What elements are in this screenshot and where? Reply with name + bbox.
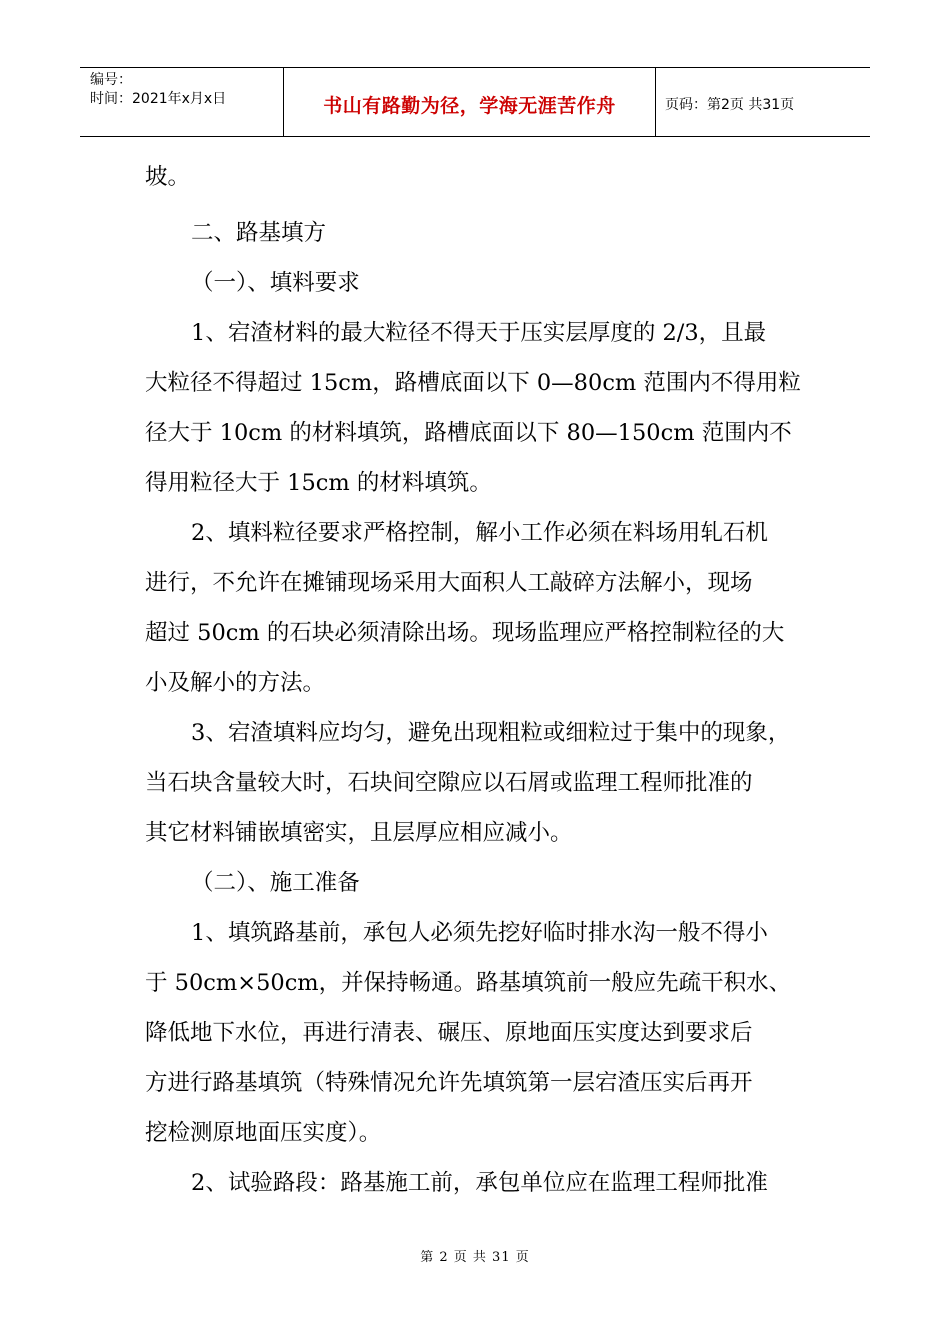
body-line: 当石块含量较大时，石块间空隙应以石屑或监理工程师批准的	[145, 770, 753, 796]
page-footer: 第 2 页 共 31 页	[420, 1250, 530, 1265]
serial-label: 编号：	[90, 72, 132, 88]
body-line: 大粒径不得超过 15cm，路槽底面以下 0—80cm 范围内不得用粒	[145, 370, 801, 396]
body-line: 2、填料粒径要求严格控制，解小工作必须在料场用轧石机	[191, 520, 768, 546]
section-heading: 二、路基填方	[191, 220, 327, 246]
body-line: 坡。	[145, 164, 191, 190]
subsection-heading: （二）、施工准备	[191, 870, 360, 896]
header-motto-cell	[283, 68, 656, 136]
body-line: 进行，不允许在摊铺现场采用大面积人工敲碎方法解小，现场	[145, 570, 753, 596]
body-line: 挖检测原地面压实度）。	[145, 1120, 382, 1146]
page-code: 页码：第2页 共31页	[665, 97, 795, 113]
body-line: 降低地下水位，再进行清表、碾压、原地面压实度达到要求后	[145, 1020, 753, 1046]
body-line: 于 50cm×50cm，并保持畅通。路基填筑前一般应先疏干积水、	[145, 970, 792, 996]
body-line: 其它材料铺嵌填密实，且层厚应相应减小。	[145, 820, 573, 846]
body-line: 超过 50cm 的石块必须清除出场。现场监理应严格控制粒径的大	[145, 620, 785, 646]
subsection-heading: （一）、填料要求	[191, 270, 360, 296]
body-line: 得用粒径大于 15cm 的材料填筑。	[145, 470, 492, 496]
header-meta-cell	[80, 68, 283, 136]
body-line: 1、宕渣材料的最大粒径不得天于压实层厚度的 2/3，且最	[191, 320, 767, 346]
time-label: 时间：2021年x月x日	[90, 91, 227, 107]
header-page-cell	[656, 68, 870, 136]
motto: 书山有路勤为径，学海无涯苦作舟	[323, 94, 616, 117]
body-line: 小及解小的方法。	[145, 670, 326, 696]
body-line: 方进行路基填筑（特殊情况允许先填筑第一层宕渣压实后再开	[145, 1070, 753, 1096]
body-line: 2、试验路段：路基施工前，承包单位应在监理工程师批准	[191, 1170, 768, 1196]
body-line: 径大于 10cm 的材料填筑，路槽底面以下 80—150cm 范围内不	[145, 420, 792, 446]
header-table	[80, 67, 870, 137]
body-line: 3、宕渣填料应均匀，避免出现粗粒或细粒过于集中的现象，	[191, 720, 791, 746]
body-line: 1、填筑路基前，承包人必须先挖好临时排水沟一般不得小	[191, 920, 768, 946]
